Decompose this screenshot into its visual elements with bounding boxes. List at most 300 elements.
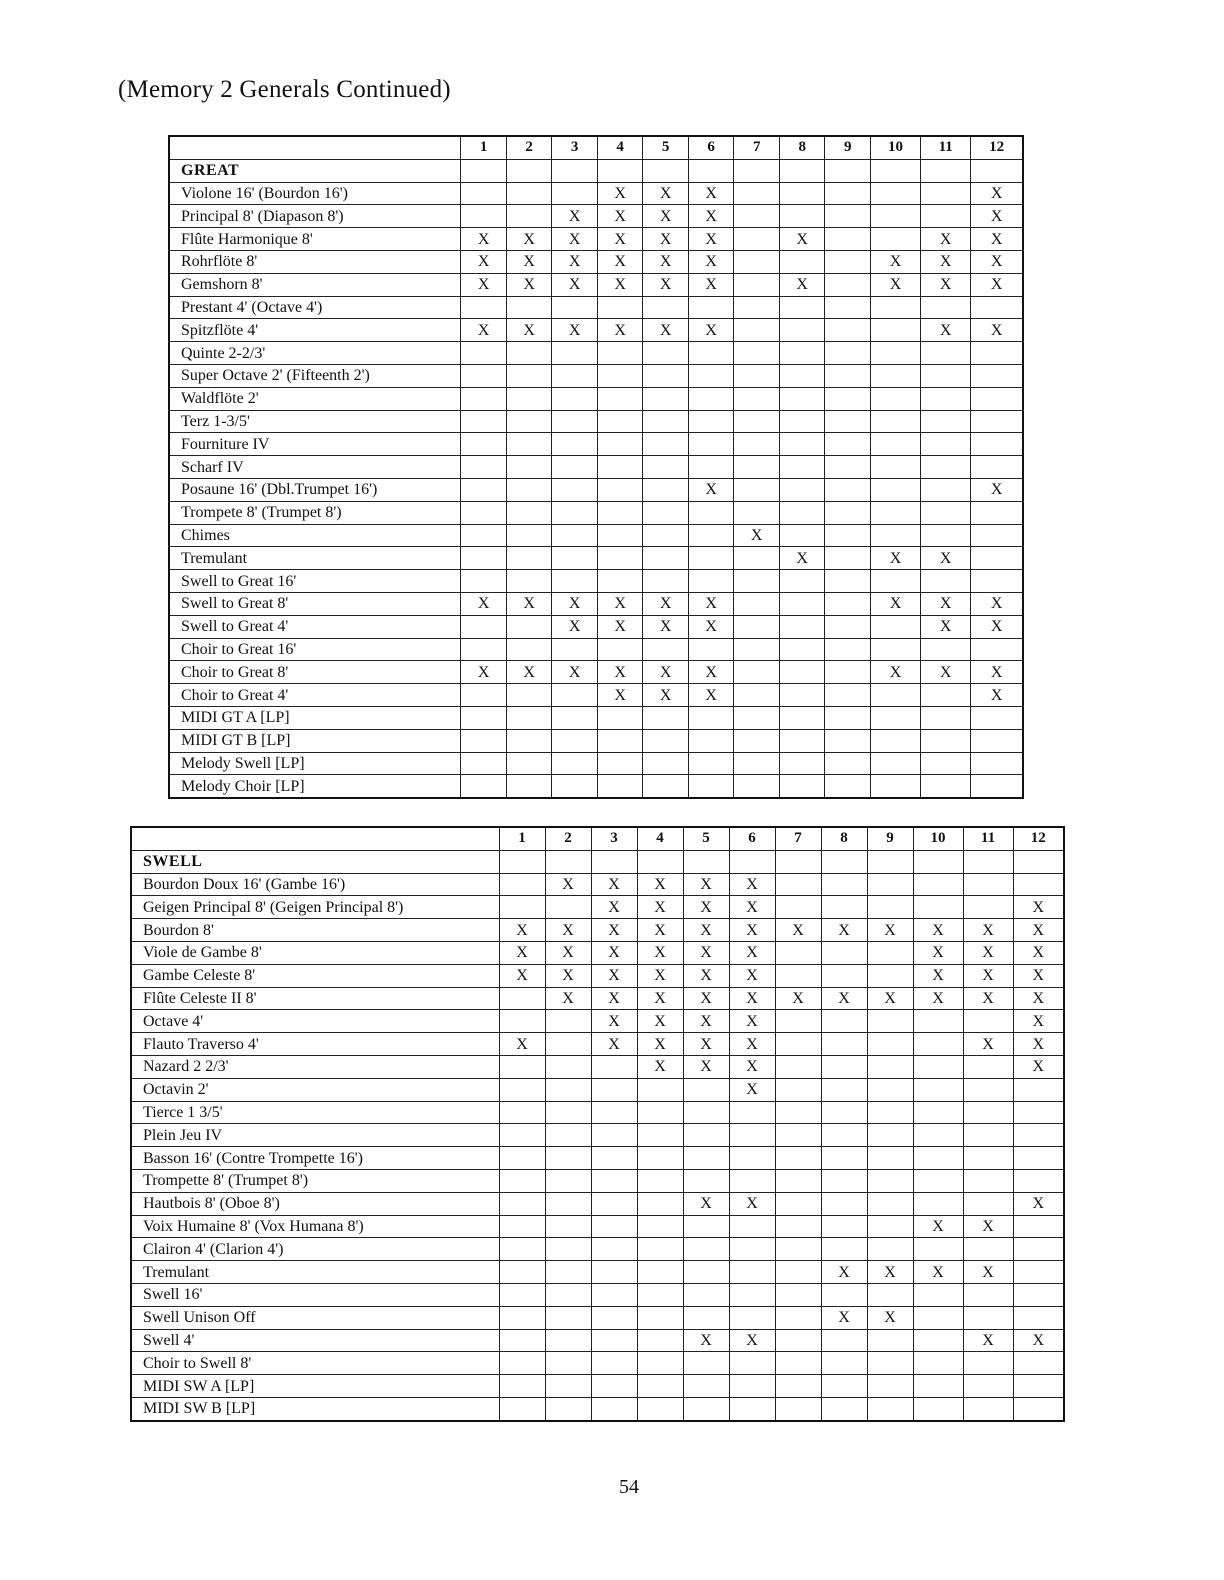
stop-row <box>131 1169 1064 1192</box>
stop-name: Principal 8' (Diapason 8') <box>169 205 461 228</box>
mark-cell: X <box>552 319 598 342</box>
mark-cell <box>775 964 821 987</box>
mark-cell <box>499 1101 545 1124</box>
stop-row <box>169 342 1023 365</box>
mark-cell <box>643 570 689 593</box>
mark-cell <box>506 478 552 501</box>
mark-cell: X <box>729 1010 775 1033</box>
stop-row <box>131 1192 1064 1215</box>
mark-cell <box>461 387 507 410</box>
mark-cell <box>867 1147 913 1170</box>
mark-cell <box>821 1238 867 1261</box>
mark-cell <box>591 1329 637 1352</box>
mark-cell <box>637 1306 683 1329</box>
mark-cell <box>643 524 689 547</box>
mark-cell <box>963 1078 1013 1101</box>
mark-cell: X <box>971 592 1023 615</box>
mark-cell: X <box>688 684 734 707</box>
mark-cell: X <box>591 919 637 942</box>
stop-row <box>131 919 1064 942</box>
mark-cell <box>643 364 689 387</box>
stop-row <box>131 1283 1064 1306</box>
mark-cell <box>779 387 825 410</box>
column-number: 9 <box>867 827 913 850</box>
mark-cell: X <box>643 250 689 273</box>
stop-row <box>169 706 1023 729</box>
mark-cell <box>506 456 552 479</box>
mark-cell <box>921 524 971 547</box>
mark-cell <box>506 296 552 319</box>
mark-cell <box>921 410 971 433</box>
mark-cell <box>552 478 598 501</box>
mark-cell <box>643 296 689 319</box>
mark-cell <box>552 706 598 729</box>
mark-cell <box>825 205 871 228</box>
mark-cell: X <box>597 205 643 228</box>
column-number: 5 <box>643 136 689 159</box>
mark-cell <box>775 1306 821 1329</box>
mark-cell <box>591 1283 637 1306</box>
mark-cell <box>591 1397 637 1420</box>
mark-cell <box>506 182 552 205</box>
stop-name: MIDI SW A [LP] <box>131 1375 499 1398</box>
stop-name: Octavin 2' <box>131 1078 499 1101</box>
mark-cell: X <box>643 615 689 638</box>
section-row <box>169 159 1023 182</box>
section-label: SWELL <box>131 850 499 873</box>
mark-cell: X <box>683 896 729 919</box>
mark-cell <box>597 433 643 456</box>
stop-name: Spitzflöte 4' <box>169 319 461 342</box>
mark-cell: X <box>637 1010 683 1033</box>
mark-cell <box>775 1397 821 1420</box>
mark-cell <box>913 1192 963 1215</box>
mark-cell: X <box>867 987 913 1010</box>
mark-cell <box>591 1124 637 1147</box>
mark-cell: X <box>637 964 683 987</box>
mark-cell <box>1013 1306 1064 1329</box>
mark-cell <box>637 1261 683 1284</box>
mark-cell: X <box>461 592 507 615</box>
mark-cell <box>591 1306 637 1329</box>
column-number: 8 <box>821 827 867 850</box>
mark-cell: X <box>683 1010 729 1033</box>
mark-cell <box>729 1238 775 1261</box>
mark-cell <box>637 1352 683 1375</box>
mark-cell <box>921 478 971 501</box>
mark-cell <box>499 896 545 919</box>
mark-cell <box>971 706 1023 729</box>
stop-row <box>169 205 1023 228</box>
column-number: 7 <box>734 136 780 159</box>
mark-cell <box>825 570 871 593</box>
mark-cell <box>545 1329 591 1352</box>
mark-cell: X <box>591 964 637 987</box>
mark-cell <box>506 387 552 410</box>
mark-cell <box>779 319 825 342</box>
mark-cell <box>779 342 825 365</box>
mark-cell <box>499 1169 545 1192</box>
mark-cell <box>825 250 871 273</box>
mark-cell: X <box>545 919 591 942</box>
blank-cell <box>643 159 689 182</box>
mark-cell <box>499 1352 545 1375</box>
mark-cell <box>461 342 507 365</box>
mark-cell: X <box>870 592 920 615</box>
mark-cell <box>545 896 591 919</box>
mark-cell <box>963 873 1013 896</box>
mark-cell <box>688 638 734 661</box>
mark-cell <box>921 706 971 729</box>
stop-row <box>131 1078 1064 1101</box>
mark-cell <box>779 524 825 547</box>
mark-cell <box>552 296 598 319</box>
mark-cell <box>913 1124 963 1147</box>
mark-cell: X <box>1013 896 1064 919</box>
mark-cell: X <box>779 273 825 296</box>
mark-cell <box>821 1397 867 1420</box>
mark-cell <box>734 342 780 365</box>
mark-cell <box>870 342 920 365</box>
mark-cell <box>825 456 871 479</box>
mark-cell <box>499 1055 545 1078</box>
mark-cell: X <box>1013 964 1064 987</box>
mark-cell <box>461 729 507 752</box>
mark-cell <box>461 364 507 387</box>
mark-cell: X <box>870 661 920 684</box>
mark-cell <box>499 1397 545 1420</box>
mark-cell <box>825 228 871 251</box>
mark-cell <box>921 570 971 593</box>
mark-cell <box>506 729 552 752</box>
mark-cell: X <box>499 941 545 964</box>
mark-cell <box>734 182 780 205</box>
mark-cell <box>506 684 552 707</box>
mark-cell: X <box>461 661 507 684</box>
mark-cell <box>637 1147 683 1170</box>
mark-cell <box>506 410 552 433</box>
mark-cell: X <box>597 250 643 273</box>
mark-cell <box>643 456 689 479</box>
mark-cell <box>825 684 871 707</box>
mark-cell <box>821 1329 867 1352</box>
mark-cell <box>913 1238 963 1261</box>
mark-cell <box>921 729 971 752</box>
mark-cell <box>729 1215 775 1238</box>
mark-cell <box>734 570 780 593</box>
column-number: 10 <box>913 827 963 850</box>
mark-cell: X <box>1013 987 1064 1010</box>
mark-cell <box>734 501 780 524</box>
mark-cell <box>779 205 825 228</box>
mark-cell <box>683 1078 729 1101</box>
mark-cell <box>971 456 1023 479</box>
blank-cell <box>591 850 637 873</box>
mark-cell <box>870 775 920 798</box>
mark-cell <box>683 1124 729 1147</box>
mark-cell: X <box>867 1306 913 1329</box>
mark-cell: X <box>545 964 591 987</box>
mark-cell <box>821 1375 867 1398</box>
mark-cell: X <box>870 250 920 273</box>
column-number: 3 <box>552 136 598 159</box>
blank-cell <box>461 159 507 182</box>
mark-cell: X <box>729 1329 775 1352</box>
mark-cell <box>729 1397 775 1420</box>
column-number: 8 <box>779 136 825 159</box>
mark-cell <box>825 273 871 296</box>
stop-name: Swell to Great 4' <box>169 615 461 638</box>
mark-cell <box>499 1215 545 1238</box>
mark-cell <box>821 896 867 919</box>
mark-cell <box>729 1306 775 1329</box>
mark-cell <box>779 775 825 798</box>
stop-name: Tremulant <box>169 547 461 570</box>
mark-cell <box>775 1261 821 1284</box>
mark-cell <box>971 638 1023 661</box>
stop-name: Melody Choir [LP] <box>169 775 461 798</box>
mark-cell: X <box>461 319 507 342</box>
mark-cell <box>825 524 871 547</box>
mark-cell <box>963 1101 1013 1124</box>
mark-cell <box>688 752 734 775</box>
mark-cell <box>597 364 643 387</box>
stop-row <box>169 592 1023 615</box>
mark-cell: X <box>821 919 867 942</box>
mark-cell <box>499 1238 545 1261</box>
mark-cell <box>779 752 825 775</box>
mark-cell <box>821 1033 867 1056</box>
mark-cell <box>597 410 643 433</box>
mark-cell <box>963 1169 1013 1192</box>
mark-cell: X <box>1013 1010 1064 1033</box>
mark-cell <box>870 729 920 752</box>
mark-cell <box>913 1078 963 1101</box>
mark-cell <box>825 706 871 729</box>
mark-cell <box>734 273 780 296</box>
mark-cell <box>637 1375 683 1398</box>
mark-cell: X <box>688 182 734 205</box>
mark-cell <box>506 706 552 729</box>
mark-cell <box>506 775 552 798</box>
mark-cell <box>499 1010 545 1033</box>
mark-cell <box>821 1352 867 1375</box>
mark-cell <box>913 1283 963 1306</box>
mark-cell <box>775 1352 821 1375</box>
mark-cell: X <box>971 250 1023 273</box>
mark-cell: X <box>506 319 552 342</box>
mark-cell <box>643 775 689 798</box>
mark-cell <box>683 1397 729 1420</box>
mark-cell: X <box>775 987 821 1010</box>
mark-cell <box>461 456 507 479</box>
mark-cell: X <box>506 228 552 251</box>
mark-cell: X <box>643 661 689 684</box>
mark-cell <box>775 1283 821 1306</box>
mark-cell <box>775 1078 821 1101</box>
mark-cell <box>867 1169 913 1192</box>
mark-cell <box>825 547 871 570</box>
mark-cell <box>683 1147 729 1170</box>
mark-cell: X <box>597 273 643 296</box>
mark-cell <box>552 456 598 479</box>
mark-cell: X <box>971 228 1023 251</box>
mark-cell <box>643 410 689 433</box>
mark-cell: X <box>867 1261 913 1284</box>
mark-cell <box>825 592 871 615</box>
mark-cell <box>921 501 971 524</box>
mark-cell <box>913 1055 963 1078</box>
blank-cell <box>825 159 871 182</box>
mark-cell <box>779 615 825 638</box>
mark-cell <box>461 684 507 707</box>
column-number: 10 <box>870 136 920 159</box>
stop-row <box>169 638 1023 661</box>
mark-cell: X <box>688 478 734 501</box>
mark-cell <box>825 319 871 342</box>
stop-row <box>131 941 1064 964</box>
stop-row <box>131 987 1064 1010</box>
mark-cell <box>506 752 552 775</box>
mark-cell <box>545 1375 591 1398</box>
mark-cell <box>734 456 780 479</box>
blank-cell <box>688 159 734 182</box>
mark-cell <box>1013 1238 1064 1261</box>
stop-row <box>131 1306 1064 1329</box>
mark-cell <box>1013 1283 1064 1306</box>
mark-cell <box>870 296 920 319</box>
stop-name: Swell 16' <box>131 1283 499 1306</box>
mark-cell <box>734 433 780 456</box>
mark-cell: X <box>867 919 913 942</box>
mark-cell <box>867 1101 913 1124</box>
mark-cell <box>775 1215 821 1238</box>
stop-row <box>131 1329 1064 1352</box>
mark-cell <box>867 1078 913 1101</box>
mark-cell: X <box>461 273 507 296</box>
mark-cell <box>971 524 1023 547</box>
mark-cell: X <box>729 1033 775 1056</box>
mark-cell <box>734 478 780 501</box>
mark-cell: X <box>688 592 734 615</box>
mark-cell: X <box>688 250 734 273</box>
mark-cell <box>779 729 825 752</box>
mark-cell <box>963 1238 1013 1261</box>
stop-name: Choir to Great 8' <box>169 661 461 684</box>
mark-cell <box>683 1101 729 1124</box>
mark-cell <box>775 1124 821 1147</box>
mark-cell: X <box>506 250 552 273</box>
mark-cell <box>506 547 552 570</box>
mark-cell <box>552 570 598 593</box>
stop-row <box>169 410 1023 433</box>
stop-name: Tremulant <box>131 1261 499 1284</box>
mark-cell <box>552 410 598 433</box>
mark-cell: X <box>963 1033 1013 1056</box>
mark-cell <box>637 1397 683 1420</box>
blank-cell <box>779 159 825 182</box>
mark-cell: X <box>913 941 963 964</box>
mark-cell <box>461 706 507 729</box>
mark-cell <box>963 1352 1013 1375</box>
mark-cell <box>688 433 734 456</box>
mark-cell <box>461 433 507 456</box>
stop-name: Melody Swell [LP] <box>169 752 461 775</box>
mark-cell <box>825 364 871 387</box>
mark-cell: X <box>597 228 643 251</box>
mark-cell <box>1013 1261 1064 1284</box>
mark-cell: X <box>971 478 1023 501</box>
mark-cell <box>821 1147 867 1170</box>
stop-name: Swell to Great 16' <box>169 570 461 593</box>
mark-cell: X <box>683 987 729 1010</box>
stop-name: Quinte 2-2/3' <box>169 342 461 365</box>
mark-cell <box>775 873 821 896</box>
mark-cell <box>825 729 871 752</box>
mark-cell <box>545 1124 591 1147</box>
mark-cell <box>971 547 1023 570</box>
column-header-row <box>169 136 1023 159</box>
stop-name: Viole de Gambe 8' <box>131 941 499 964</box>
mark-cell: X <box>870 547 920 570</box>
mark-cell <box>971 410 1023 433</box>
mark-cell <box>870 615 920 638</box>
mark-cell <box>545 1147 591 1170</box>
mark-cell <box>821 1169 867 1192</box>
mark-cell <box>971 387 1023 410</box>
mark-cell <box>870 638 920 661</box>
mark-cell <box>963 1010 1013 1033</box>
mark-cell: X <box>913 987 963 1010</box>
stop-row <box>169 684 1023 707</box>
mark-cell <box>825 478 871 501</box>
stop-name: Plein Jeu IV <box>131 1124 499 1147</box>
mark-cell <box>825 410 871 433</box>
stop-name: Gemshorn 8' <box>169 273 461 296</box>
mark-cell: X <box>921 547 971 570</box>
mark-cell <box>637 1329 683 1352</box>
stop-name: Trompette 8' (Trumpet 8') <box>131 1169 499 1192</box>
stop-name: Violone 16' (Bourdon 16') <box>169 182 461 205</box>
mark-cell: X <box>963 964 1013 987</box>
mark-cell <box>921 433 971 456</box>
blank-cell <box>729 850 775 873</box>
mark-cell <box>506 205 552 228</box>
header-blank-cell <box>131 827 499 850</box>
mark-cell <box>921 296 971 319</box>
stop-name: Clairon 4' (Clarion 4') <box>131 1238 499 1261</box>
mark-cell <box>597 342 643 365</box>
mark-cell: X <box>821 1261 867 1284</box>
mark-cell: X <box>591 987 637 1010</box>
mark-cell <box>545 1055 591 1078</box>
mark-cell <box>867 1010 913 1033</box>
mark-cell: X <box>963 987 1013 1010</box>
mark-cell <box>461 752 507 775</box>
mark-cell <box>545 1283 591 1306</box>
mark-cell: X <box>963 919 1013 942</box>
mark-cell <box>870 456 920 479</box>
mark-cell <box>867 1124 913 1147</box>
mark-cell <box>821 1055 867 1078</box>
stop-row <box>169 570 1023 593</box>
mark-cell <box>734 319 780 342</box>
mark-cell <box>867 941 913 964</box>
stop-name: Bourdon Doux 16' (Gambe 16') <box>131 873 499 896</box>
mark-cell <box>821 1078 867 1101</box>
stop-name: Tierce 1 3/5' <box>131 1101 499 1124</box>
mark-cell: X <box>729 919 775 942</box>
